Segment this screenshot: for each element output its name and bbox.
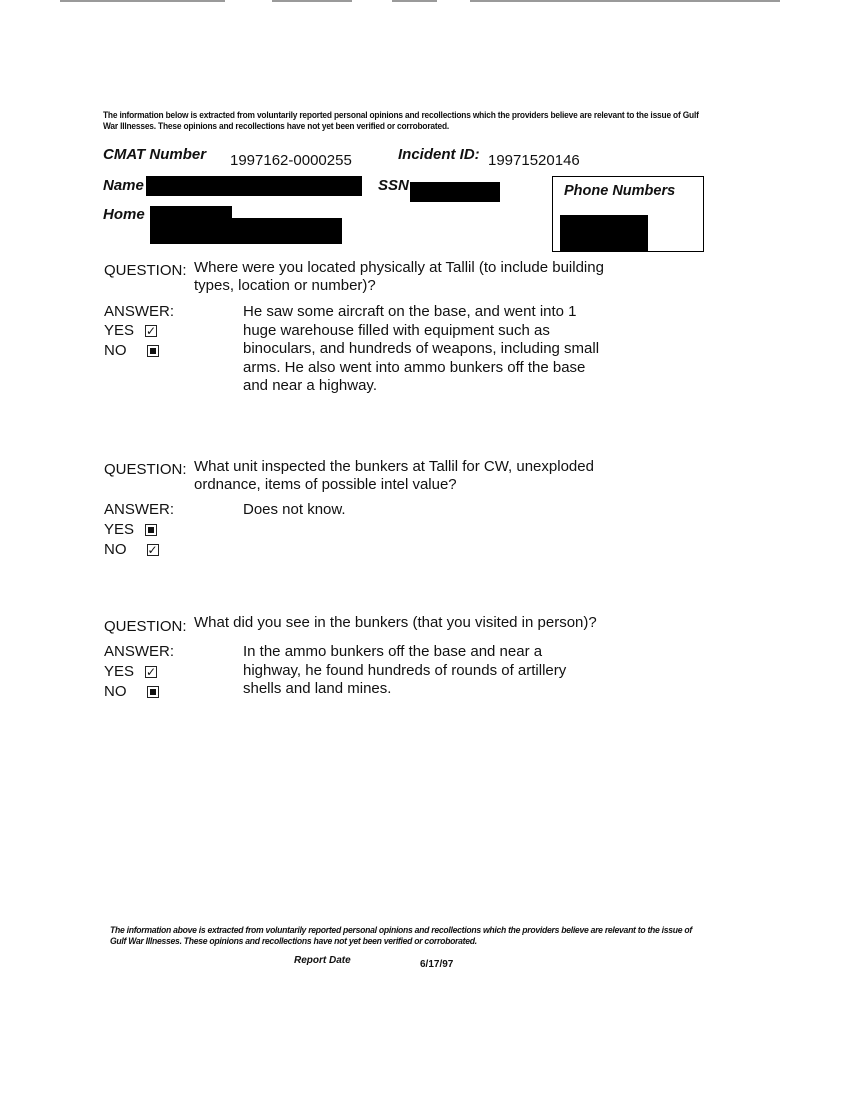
name-redaction xyxy=(146,176,362,196)
no-option xyxy=(104,540,159,560)
yes-checkbox[interactable] xyxy=(145,666,157,678)
phone-redaction xyxy=(560,215,648,251)
incident-id-label: Incident ID: xyxy=(398,146,480,163)
no-checkbox[interactable] xyxy=(147,686,159,698)
no-label: NO xyxy=(104,683,127,700)
cmat-number-label: CMAT Number xyxy=(103,146,207,163)
incident-id-value: 19971520146 xyxy=(488,152,580,169)
home-label: Home xyxy=(103,206,145,223)
no-label: NO xyxy=(104,342,127,359)
yes-option xyxy=(104,662,157,682)
footer-disclaimer: The information above is extracted from voluntarily reported personal opinions and recollections which the providers believe are relevant to the issue of Gulf War Illnesses. These opinions and recollections have not yet been verified or corroborated. xyxy=(110,925,693,946)
answer-label: ANSWER: xyxy=(104,303,175,320)
yes-label: YES xyxy=(104,663,135,680)
yes-option xyxy=(104,520,157,540)
name-label: Name xyxy=(103,177,144,194)
home-redaction xyxy=(150,218,342,244)
question-label: QUESTION: xyxy=(104,461,187,478)
no-checkbox[interactable] xyxy=(147,345,159,357)
top-disclaimer: The information below is extracted from voluntarily reported personal opinions and recollections which the providers believe are relevant to the issue of Gulf War Illnesses. These opinions and recollections have not yet been verified or corroborated. xyxy=(103,110,699,131)
answer-label: ANSWER: xyxy=(104,643,175,660)
question-text: Where were you located physically at Tallil (to include building types, location or number)? xyxy=(194,259,604,294)
question-text: What did you see in the bunkers (that you visited in person)? xyxy=(194,614,597,631)
no-option xyxy=(104,682,159,702)
no-label: NO xyxy=(104,541,127,558)
scan-line xyxy=(272,0,352,2)
answer-text: He saw some aircraft on the base, and went into 1 huge warehouse filled with equipment such as binoculars, and hundreds of weapons, including small arms. He also went into ammo bunkers off the base and near a highway. xyxy=(243,303,600,394)
question-label: QUESTION: xyxy=(104,618,187,635)
ssn-label: SSN xyxy=(378,177,409,194)
cmat-number-value: 1997162-0000255 xyxy=(230,152,352,169)
phone-numbers-box xyxy=(552,176,704,252)
answer-text: In the ammo bunkers off the base and near a highway, he found hundreds of rounds of artillery shells and land mines. xyxy=(243,643,567,697)
answer-text: Does not know. xyxy=(243,501,346,518)
yes-label: YES xyxy=(104,521,135,538)
yes-checkbox[interactable] xyxy=(145,325,157,337)
scan-line xyxy=(60,0,225,2)
question-label: QUESTION: xyxy=(104,262,187,279)
yes-checkbox[interactable] xyxy=(145,524,157,536)
report-date-value: 6/17/97 xyxy=(420,959,454,970)
scan-line xyxy=(392,0,437,2)
yes-label: YES xyxy=(104,322,135,339)
phone-numbers-label: Phone Numbers xyxy=(564,183,676,199)
answer-label: ANSWER: xyxy=(104,501,175,518)
no-checkbox[interactable] xyxy=(147,544,159,556)
no-option xyxy=(104,341,159,361)
question-text: What unit inspected the bunkers at Tallil for CW, unexploded ordnance, items of possible intel value? xyxy=(194,458,594,493)
yes-option xyxy=(104,321,157,341)
scan-line xyxy=(470,0,780,2)
report-date-label: Report Date xyxy=(294,955,351,966)
ssn-redaction xyxy=(410,182,500,202)
